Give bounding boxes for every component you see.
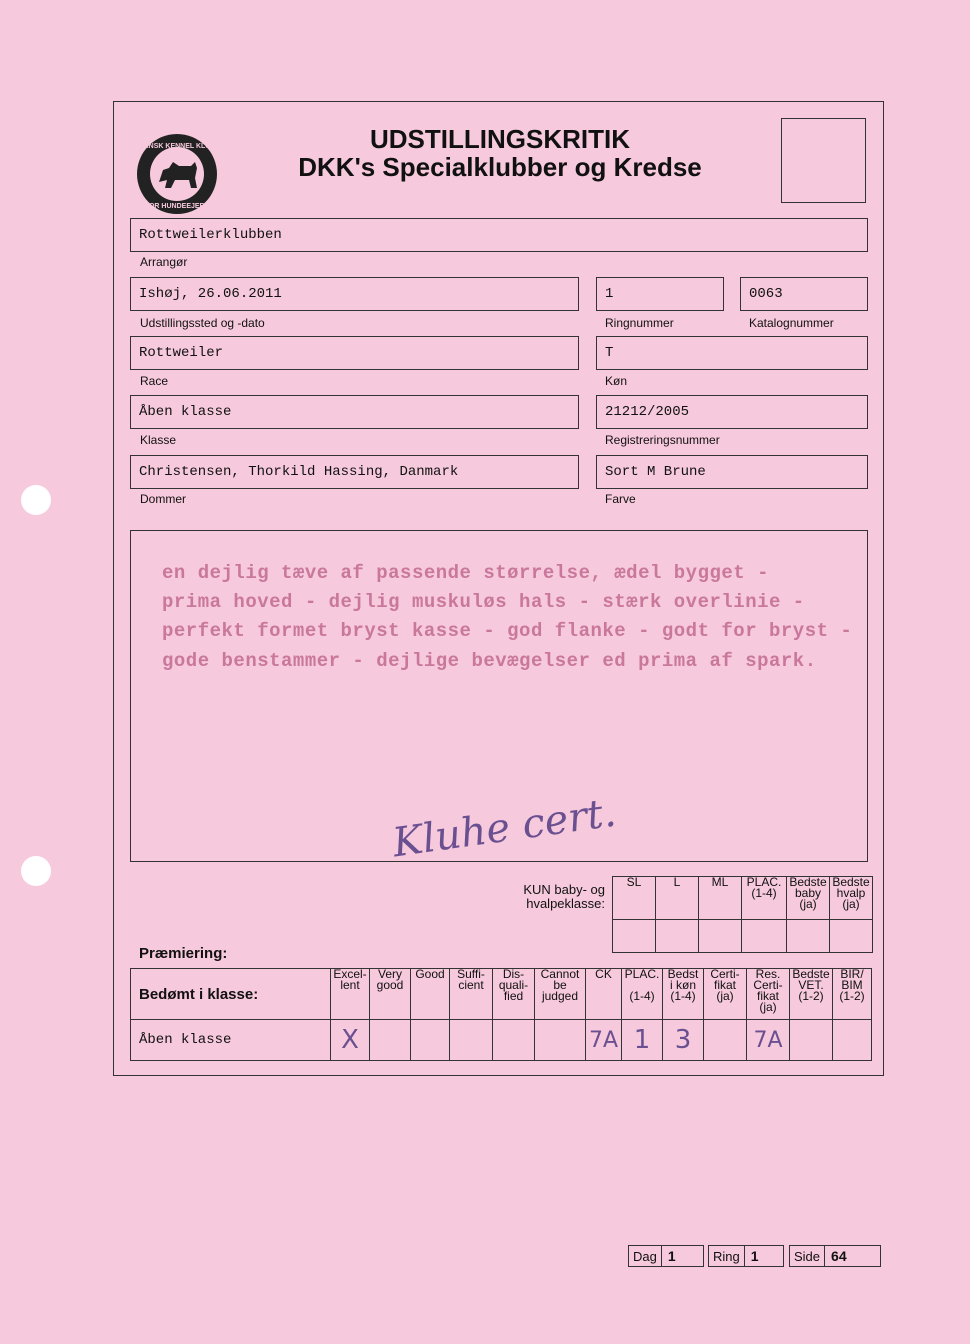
arrangor-field[interactable]: Rottweilerklubben [130,218,868,252]
dkk-logo-icon [135,132,219,216]
praemiering-label: Præmiering: [139,945,228,962]
puppy-cell[interactable] [699,920,742,953]
dag-label: Dag [629,1246,662,1266]
award-cell[interactable] [370,1020,411,1061]
award-cell[interactable] [704,1020,747,1061]
dommer-field[interactable]: Christensen, Thorkild Hassing, Danmark [130,455,579,489]
race-label: Race [140,374,169,388]
critique-line: prima hoved - dejlig muskuløs hals - stærk overlinie - [162,591,805,613]
col-certifikat: Certi- fikat (ja) [704,969,747,1020]
col-bedst-i-kon: Bedst i køn (1-4) [663,969,704,1020]
sted-label: Udstillingssted og -dato [140,316,265,330]
col-bir-bim: BIR/ BIM (1-2) [833,969,872,1020]
kon-field[interactable]: T [596,336,868,370]
stamp-box [781,118,866,203]
col-ml: ML [699,877,742,920]
puppy-cell[interactable] [787,920,830,953]
bedomt-label: Bedømt i klasse: [131,969,331,1020]
ring-field[interactable]: 1 [596,277,724,311]
col-bedste-vet: Bedste VET. (1-2) [790,969,833,1020]
klasse-label: Klasse [140,433,177,447]
row-class-label: Åben klasse [131,1020,331,1061]
svg-text:DANSK KENNEL KLUB: DANSK KENNEL KLUB [138,143,216,150]
punch-hole [21,485,51,515]
katalog-field[interactable]: 0063 [740,277,868,311]
award-cell[interactable] [493,1020,535,1061]
ring-label: Ring [709,1246,745,1266]
klasse-field[interactable]: Åben klasse [130,395,579,429]
mark-excellent[interactable]: X [331,1020,370,1061]
mark-plac[interactable]: 1 [622,1020,663,1061]
puppy-table [612,876,873,953]
award-cell[interactable] [411,1020,450,1061]
form-title: UDSTILLINGSKRITIK [370,124,630,154]
reg-field[interactable]: 21212/2005 [596,395,868,429]
kon-label: Køn [605,374,628,388]
punch-hole [21,856,51,886]
award-table [130,968,872,1061]
dag-value: 1 [667,1248,676,1264]
col-cannot-be-judged: Cannot be judged [535,969,586,1020]
katalog-label: Katalognummer [749,316,834,330]
col-plac: PLAC. (1-4) [622,969,663,1020]
farve-label: Farve [605,492,636,506]
side-label: Side [790,1246,825,1266]
mark-res-cert[interactable]: 7A [747,1020,790,1061]
ring-label: Ringnummer [605,316,674,330]
mark-ck[interactable]: 7A [586,1020,622,1061]
award-cell[interactable] [535,1020,586,1061]
sted-field[interactable]: Ishøj, 26.06.2011 [130,277,579,311]
col-excellent: Excel- lent [331,969,370,1020]
footer-dag [628,1245,704,1267]
farve-field[interactable]: Sort M Brune [596,455,868,489]
judge-signature: Kluhe cert. [389,789,619,867]
form-subtitle: DKK's Specialklubber og Kredse [298,152,702,182]
col-res-certifikat: Res. Certi- fikat (ja) [747,969,790,1020]
dommer-label: Dommer [140,492,187,506]
reg-label: Registreringsnummer [605,433,720,447]
race-field[interactable]: Rottweiler [130,336,579,370]
col-sufficient: Suffi- cient [450,969,493,1020]
col-ck: CK [586,969,622,1020]
ring-value: 1 [750,1248,759,1264]
critique-line: en dejlig tæve af passende størrelse, ædel bygget - [162,562,769,584]
footer-side [789,1245,881,1267]
critique-line: gode benstammer - dejlige bevægelser ed prima af spark. [162,650,817,672]
col-disqualified: Dis- quali- fied [493,969,535,1020]
arrangor-label: Arrangør [140,255,188,269]
award-cell[interactable] [450,1020,493,1061]
puppy-cell[interactable] [830,920,873,953]
award-cell[interactable] [790,1020,833,1061]
award-cell[interactable] [833,1020,872,1061]
critique-line: perfekt formet bryst kasse - god flanke - godt for bryst - [162,620,853,642]
col-sl: SL [613,877,656,920]
svg-text:FOR HUNDEEJERE: FOR HUNDEEJERE [144,203,210,210]
col-very-good: Very good [370,969,411,1020]
puppy-class-label: KUN baby- og hvalpeklasse: [523,882,605,911]
puppy-cell[interactable] [742,920,787,953]
puppy-cell[interactable] [613,920,656,953]
col-bedste-hvalp: Bedste hvalp (ja) [830,877,873,920]
col-l: L [656,877,699,920]
side-value: 64 [831,1248,847,1264]
puppy-cell[interactable] [656,920,699,953]
mark-bedst-i-kon[interactable]: 3 [663,1020,704,1061]
col-plac: PLAC. (1-4) [742,877,787,920]
footer-ring [708,1245,784,1267]
col-good: Good [411,969,450,1020]
col-bedste-baby: Bedste baby (ja) [787,877,830,920]
